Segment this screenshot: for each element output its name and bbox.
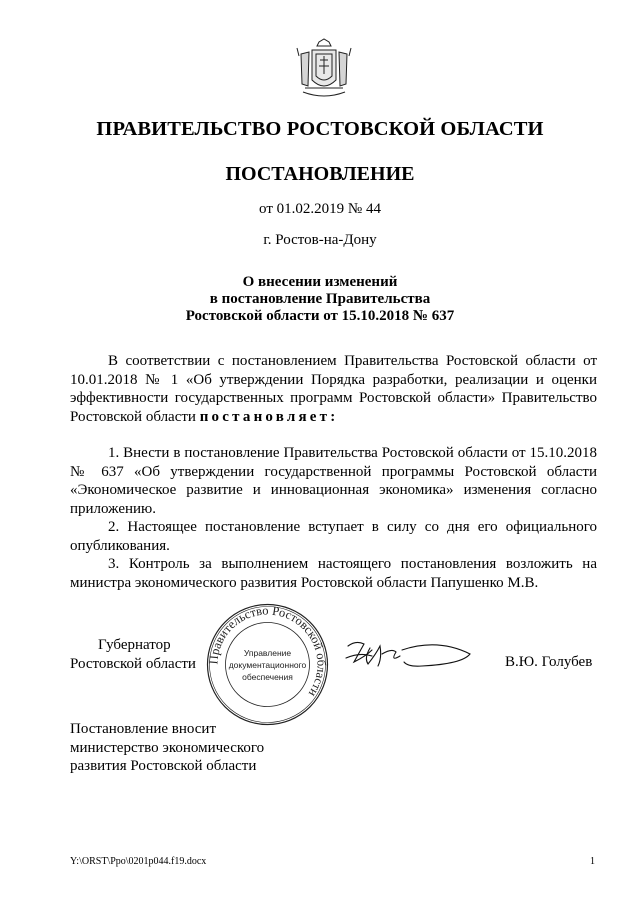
item-paragraph — [70, 518, 597, 555]
prepared-line: развития Ростовской области — [70, 758, 257, 774]
government-title: ПРАВИТЕЛЬСТВО РОСТОВСКОЙ ОБЛАСТИ — [96, 118, 544, 140]
stamp-inner-line: обеспечения — [242, 672, 293, 682]
decides-word: постановляет: — [199, 408, 339, 425]
prepared-line: Постановление вносит — [70, 721, 217, 737]
item-text: 2. Настоящее постановление вступает в силу со дня его официального опубликования. — [70, 519, 597, 554]
prepared-line: министерство экономического — [70, 739, 265, 756]
date-and-number: от 01.02.2019 № 44 — [259, 201, 381, 217]
item-text: 3. Контроль за выполнением настоящего постановления возложить на министра экономического развития Ростовской области Папушенко М.В. — [70, 556, 597, 591]
item-paragraph — [70, 555, 597, 592]
position-line: Губернатор — [98, 637, 171, 653]
item-text: 1. Внести в постановление Правительства Ростовской области от 15.10.2018 № 637 «Об утверждении государственной программы Ростовской области «Экономическое развитие и инновационная экономика» изменения согласно приложению. — [70, 445, 597, 517]
position-line: Ростовской области — [70, 655, 196, 672]
item-paragraph — [70, 444, 597, 518]
stamp-inner-line: документационного — [228, 660, 307, 670]
signatory-position — [70, 636, 196, 673]
page-number: 1 — [590, 856, 595, 867]
subject-line: О внесении изменений — [242, 274, 398, 290]
preamble-text: В соответствии с постановлением Правительства Ростовской области от 10.01.2018 № 1 «Об утверждении Порядка разработки, реализации и оценки эффективности государственных программ Ростовской области» Правительство Ростовской области — [70, 353, 597, 425]
official-stamp — [205, 602, 330, 727]
stamp-outer-text: Правительство Ростовской области — [206, 603, 329, 700]
city-line: г. Ростов-на-Дону — [263, 232, 377, 248]
prepared-by-note — [70, 720, 264, 776]
file-path: Y:\ORST\Ppo\0201p044.f19.docx — [70, 856, 207, 867]
coat-of-arms-emblem — [293, 36, 355, 100]
document-type-title: ПОСТАНОВЛЕНИЕ — [225, 163, 415, 185]
stamp-inner-line: Управление — [243, 648, 292, 658]
preamble-paragraph — [70, 352, 597, 426]
decree-subject — [0, 274, 640, 325]
signatory-name: В.Ю. Голубев — [505, 654, 593, 670]
handwritten-signature — [342, 632, 482, 680]
subject-line: в постановление Правительства — [209, 291, 431, 307]
subject-line: Ростовской области от 15.10.2018 № 637 — [185, 308, 455, 324]
